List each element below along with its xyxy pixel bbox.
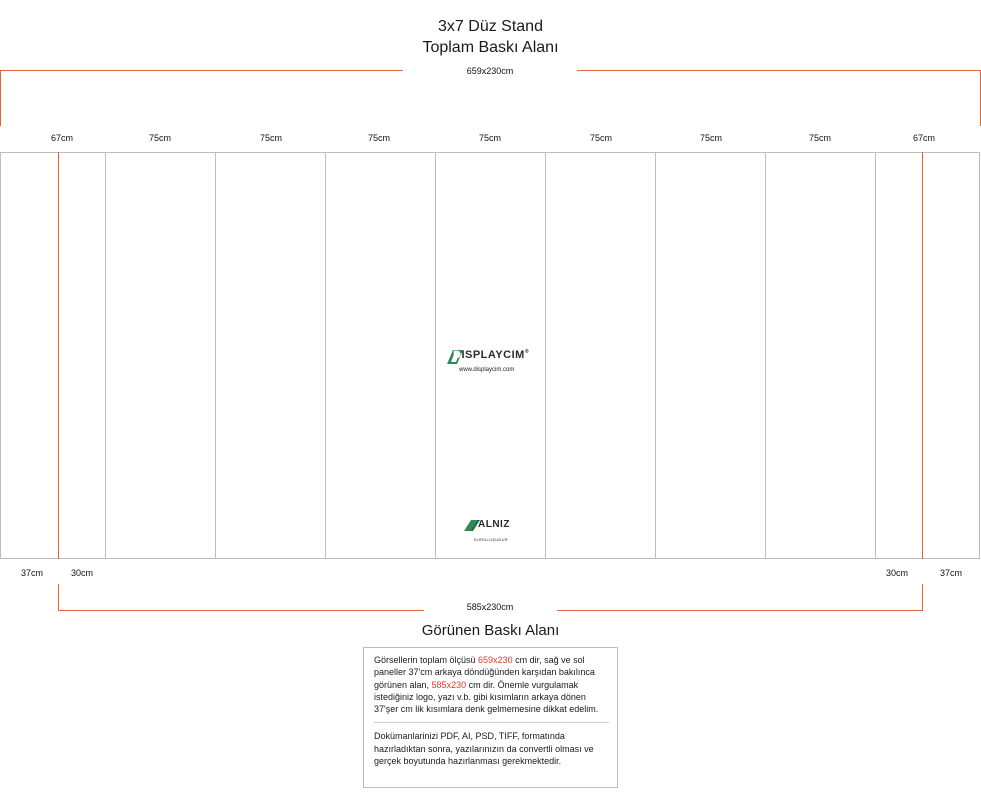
- right-fold-line: [922, 152, 923, 559]
- panel-width-label: 75cm: [699, 133, 723, 143]
- right-wrap-label: 37cm: [939, 568, 963, 578]
- panel-width-label: 75cm: [478, 133, 502, 143]
- logo-brand-text: ISPLAYCIM: [461, 349, 525, 361]
- visible-area-title: Görünen Baskı Alanı: [421, 622, 560, 639]
- panel-width-label: 75cm: [589, 133, 613, 143]
- panel-divider: [215, 152, 216, 559]
- page-subtitle: Toplam Baskı Alanı: [422, 39, 559, 56]
- logo-letter-d: D: [453, 349, 462, 361]
- panel-divider: [655, 152, 656, 559]
- alniz-logo-text: ALNIZ: [478, 519, 510, 530]
- panel-divider: [435, 152, 436, 559]
- page-title: 3x7 Düz Stand: [438, 18, 543, 35]
- visible-dimension-tick-right: [922, 584, 923, 610]
- total-dimension-line-right: [577, 70, 981, 71]
- logo-registered-mark: ®: [524, 349, 530, 355]
- total-size-label: 659x230cm: [466, 66, 514, 76]
- panel-divider: [325, 152, 326, 559]
- panel-width-label: 75cm: [148, 133, 172, 143]
- left-fold-line: [58, 152, 59, 559]
- alniz-logo-tagline: KURULUŞUDUR: [474, 537, 508, 542]
- note-text: cm dir, sağ ve sol paneller 37'cm arkaya döndüğünden karşıdan bakılınca görünen alan,: [374, 655, 595, 690]
- total-dimension-tick-left: [0, 70, 1, 126]
- total-dimension-line-left: [0, 70, 403, 71]
- panel-width-label: 75cm: [259, 133, 283, 143]
- panel-divider: [765, 152, 766, 559]
- format-paragraph: Dokümanlarinizi PDF, AI, PSD, TIFF, formatında hazırladıktan sonra, yazılarınızın da convertli olması ve gerçek boyutunda hazırlanması gerekmektedir.: [374, 731, 594, 767]
- note-text: Görsellerin toplam ölçüsü: [374, 655, 479, 665]
- left-wrap-label: 37cm: [20, 568, 44, 578]
- logo-url: www.displaycim.com: [459, 367, 515, 373]
- divider: [374, 722, 609, 723]
- note-text: cm dir. Önemle vurgulamak istediğiniz logo, yazı v.b. gibi kısımların arkaya dönen 37'şer cm lik kısımlara denk gelmemesine dikkat edelim.: [374, 679, 599, 715]
- panel-divider: [875, 152, 876, 559]
- panel-width-label: 75cm: [808, 133, 832, 143]
- right-visible-label: 30cm: [885, 568, 909, 578]
- visible-dimension-line-right: [557, 610, 923, 611]
- alniz-logo: [463, 518, 523, 546]
- panel-divider: [105, 152, 106, 559]
- instructions-paragraph: [374, 654, 609, 715]
- panel-divider: [545, 152, 546, 559]
- instructions-box: [363, 647, 618, 788]
- visible-dimension-tick-left: [58, 584, 59, 610]
- displaycim-logo: [445, 348, 540, 378]
- panel-width-label: 67cm: [50, 133, 74, 143]
- visible-dimension-line-left: [58, 610, 424, 611]
- left-visible-label: 30cm: [70, 568, 94, 578]
- visible-size-label: 585x230cm: [466, 602, 514, 612]
- panel-width-label: 75cm: [367, 133, 391, 143]
- note-visible-size: 585x230: [431, 679, 467, 690]
- note-total-size: 659x230: [478, 655, 513, 665]
- panel-width-label: 67cm: [912, 133, 936, 143]
